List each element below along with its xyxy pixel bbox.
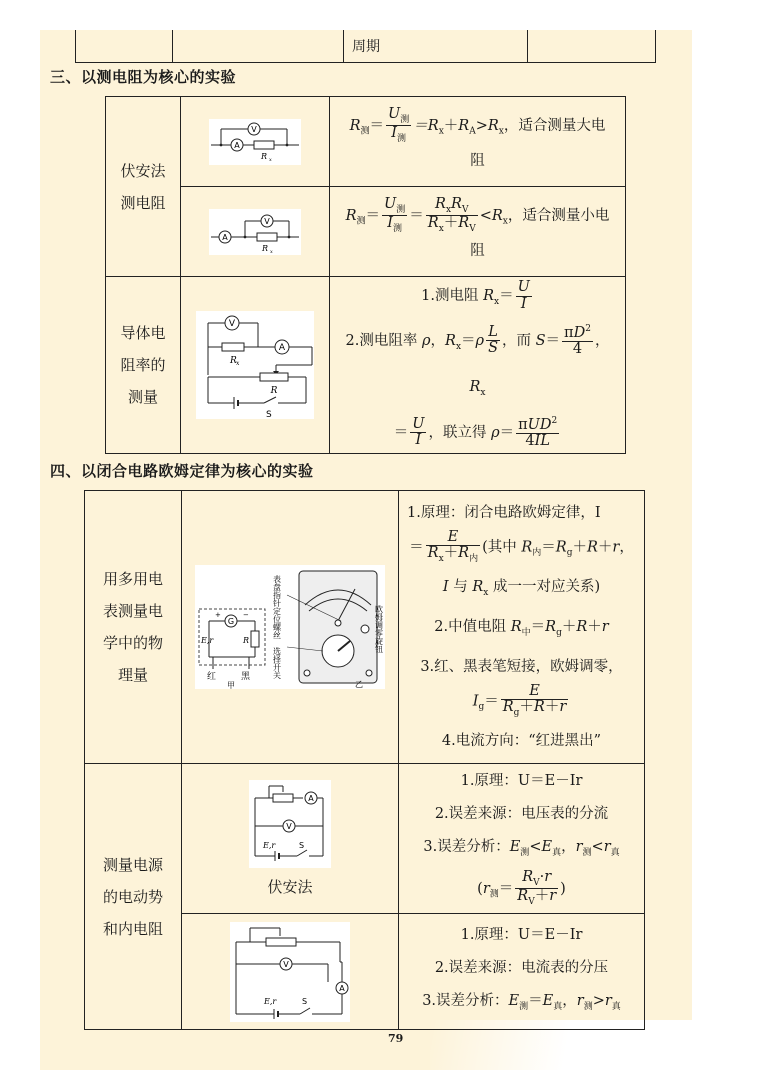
svg-text:R: R [230,355,237,366]
emf-label: 测量电源 的电动势 和内电阻 [85,764,182,1030]
external-formula: $R_测=$ $\frac{U_测}{I_测}$ $=R_x+R_A>R_x$，适合测量大电 阻 [330,97,626,187]
svg-text:红: 红 [207,672,217,682]
svg-text:欧姆调零旋钮: 欧姆调零旋钮 [374,605,384,653]
svg-text:A: A [339,983,345,993]
svg-text:V: V [286,822,292,831]
svg-text:R: R [261,243,269,253]
circuit-internal-icon [209,209,301,255]
top-cell-period [344,30,528,62]
svg-text:A: A [234,140,240,150]
svg-text:G: G [227,617,235,626]
svg-text:甲: 甲 [227,681,235,689]
svg-text:V: V [228,318,236,329]
circuit-emf-a-icon [249,780,331,868]
svg-text:R: R [260,151,268,161]
svg-text:E,r: E,r [264,996,277,1006]
top-cell-4 [528,30,656,62]
svg-text:V: V [251,124,257,134]
section3-table [105,96,626,454]
period-text: 周期 [352,38,380,55]
svg-text:A: A [222,232,228,242]
svg-text:乙: 乙 [355,680,363,689]
svg-text:E,r: E,r [201,636,214,645]
circuit-external-icon [209,119,301,165]
resistivity-formula: 1.测电阻 $R_x=$ $\frac{U}{I}$ 2.测电阻率 ρ，$R_x=\rho$ $\frac{L}{S}$ ，而 S＝ $\frac{\pi D^2}{4}$ ，$R_x$ ＝ $\frac{U}{I}$ ，联立得 ρ＝ $\frac{\pi UD^2}{4IL}$ [330,277,626,454]
top-cell-1 [76,30,173,62]
circuit-resistivity-icon [196,311,314,419]
top-cell-2 [173,30,344,62]
svg-text:S: S [266,409,272,419]
svg-text:R: R [243,636,250,645]
section4-heading: 四、以闭合电路欧姆定律为核心的实验 [50,462,314,480]
multimeter-label: 用多用电 表测量电 学中的物 理量 [85,491,182,764]
resistivity-diagram [181,277,330,454]
volt-amp-label: 伏安法 测电阻 [106,97,181,277]
emf-voltmeter-diagram [182,764,399,914]
svg-text:表盘指针定位螺丝: 表盘指针定位螺丝 [272,575,282,639]
internal-formula: $R_测=$ $\frac{U_测}{I_测}$ ＝ $\frac{R_xR_V}{R_x+R_V}$ $<R_x$，适合测量小电 阻 [330,187,626,277]
svg-text:x: x [269,156,272,163]
page-number: 79 [388,1032,404,1045]
multimeter-diagram [182,491,399,764]
multimeter-text: 1.原理：闭合电路欧姆定律，I ＝ $\frac{E}{R_x+R_内}$ (其中 $R_内=R_g+R+r$， I 与 $R_x$ 成一一对应关系) 2.中值电阻 $R_中=R_g+R+r$ 3.红、黑表笔短接，欧姆调零， $I_g=$ $\frac{E}{R_g+R+r}$ 4.电流方向：“红进黑出” [399,491,645,764]
svg-text:E,r: E,r [263,841,276,850]
svg-text:x: x [270,248,273,255]
external-connection-diagram [181,97,330,187]
section4-table [84,490,645,1030]
resistivity-label: 导体电 阻率的 测量 [106,277,181,454]
svg-text:黑: 黑 [241,672,251,682]
svg-text:+: + [215,611,221,619]
method-caption: 伏安法 [267,878,313,896]
svg-text:R: R [270,385,278,396]
internal-connection-diagram [181,187,330,277]
emf-ammeter-diagram [182,914,399,1030]
svg-text:选择开关: 选择开关 [272,647,282,679]
svg-text:−: − [243,611,249,619]
circuit-emf-b-icon [230,922,350,1022]
svg-text:A: A [278,342,286,353]
emf-ammeter-text: 1.原理：U＝E－Ir 2.误差来源：电流表的分压 3.误差分析：$E_测=E_真$，$r_测>r_真$ [399,914,645,1030]
svg-text:V: V [283,959,289,969]
emf-voltmeter-text: 1.原理：U＝E－Ir 2.误差来源：电压表的分流 3.误差分析：$E_测<E_真$，$r_测<r_真$ ($r_测=$ $\frac{R_V\cdot r}{R_V+r}$ ) [399,764,645,914]
svg-text:x: x [236,359,240,367]
multimeter-icon [195,565,385,689]
svg-text:V: V [264,216,270,226]
svg-text:S: S [302,996,308,1006]
svg-text:S: S [299,841,305,850]
svg-text:A: A [308,794,314,803]
top-table [75,30,656,63]
section3-heading: 三、以测电阻为核心的实验 [50,68,237,86]
